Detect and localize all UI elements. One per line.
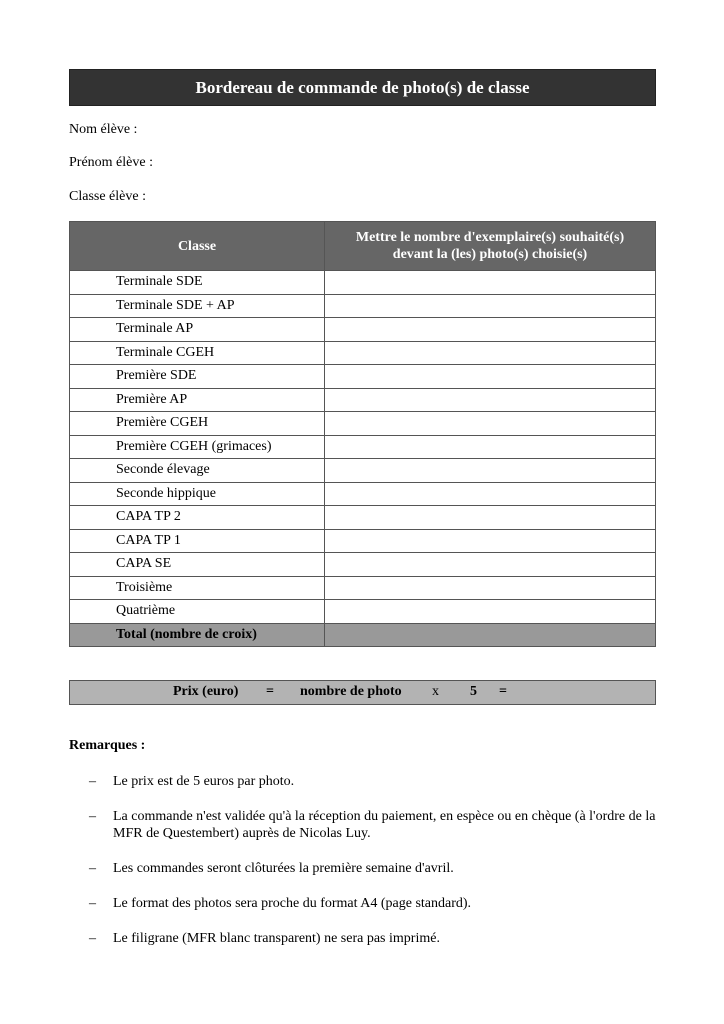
class-name-cell: CAPA TP 1	[70, 529, 325, 553]
class-name-cell: Première CGEH (grimaces)	[70, 435, 325, 459]
table-row	[70, 294, 656, 318]
nom-field-label: Nom élève :	[69, 122, 138, 137]
table-row	[70, 576, 656, 600]
total-value-cell[interactable]	[325, 623, 656, 647]
prenom-field-label: Prénom élève :	[69, 155, 153, 170]
class-name-cell: Troisième	[70, 576, 325, 600]
header-quantity: Mettre le nombre d'exemplaire(s) souhaité(s) devant la (les) photo(s) choisie(s)	[325, 222, 656, 271]
quantity-cell[interactable]	[325, 600, 656, 624]
quantity-cell[interactable]	[325, 294, 656, 318]
header-classe: Classe	[70, 222, 325, 271]
class-name-cell: Terminale CGEH	[70, 341, 325, 365]
table-row	[70, 529, 656, 553]
remark-item: – Le filigrane (MFR blanc transparent) ne sera pas imprimé.	[89, 931, 440, 946]
class-name-cell: Terminale SDE + AP	[70, 294, 325, 318]
quantity-cell[interactable]	[325, 318, 656, 342]
table-row	[70, 412, 656, 436]
photo-count-label: nombre de photo	[300, 684, 402, 699]
table-row	[70, 271, 656, 295]
class-name-cell: CAPA SE	[70, 553, 325, 577]
total-row	[70, 623, 656, 647]
class-name-cell: Seconde hippique	[70, 482, 325, 506]
table-row	[70, 318, 656, 342]
remarks-title: Remarques :	[69, 738, 146, 753]
remark-item: – Les commandes seront clôturées la première semaine d'avril.	[89, 861, 454, 876]
class-name-cell: Première SDE	[70, 365, 325, 389]
table-row	[70, 506, 656, 530]
price-label: Prix (euro)	[173, 684, 239, 699]
class-name-cell: Quatrième	[70, 600, 325, 624]
table-row	[70, 600, 656, 624]
class-name-cell: Terminale AP	[70, 318, 325, 342]
quantity-cell[interactable]	[325, 459, 656, 483]
price-equals: =	[266, 684, 274, 699]
remark-item: – Le prix est de 5 euros par photo.	[89, 774, 295, 789]
quantity-cell[interactable]	[325, 506, 656, 530]
class-name-cell: Terminale SDE	[70, 271, 325, 295]
order-table	[69, 221, 656, 647]
quantity-cell[interactable]	[325, 412, 656, 436]
class-name-cell: CAPA TP 2	[70, 506, 325, 530]
table-row	[70, 435, 656, 459]
total-label-cell: Total (nombre de croix)	[70, 623, 325, 647]
unit-price: 5	[470, 684, 477, 699]
quantity-cell[interactable]	[325, 553, 656, 577]
quantity-cell[interactable]	[325, 482, 656, 506]
multiply-sign: x	[432, 684, 439, 699]
table-row	[70, 388, 656, 412]
table-row	[70, 459, 656, 483]
remark-item: – Le format des photos sera proche du format A4 (page standard).	[89, 896, 472, 911]
class-name-cell: Première CGEH	[70, 412, 325, 436]
table-row	[70, 341, 656, 365]
quantity-cell[interactable]	[325, 435, 656, 459]
quantity-cell[interactable]	[325, 271, 656, 295]
quantity-cell[interactable]	[325, 576, 656, 600]
remark-item: – La commande n'est validée qu'à la réception du paiement, en espèce ou en chèque (à l'ordre de la MFR de Questembert) auprès de Nicolas Luy.	[89, 809, 656, 841]
table-row	[70, 553, 656, 577]
classe-field-label: Classe élève :	[69, 189, 146, 204]
quantity-cell[interactable]	[325, 365, 656, 389]
quantity-cell[interactable]	[325, 388, 656, 412]
quantity-cell[interactable]	[325, 341, 656, 365]
table-row	[70, 482, 656, 506]
price-formula-bar	[69, 680, 656, 705]
class-name-cell: Première AP	[70, 388, 325, 412]
page-title: Bordereau de commande de photo(s) de classe	[69, 69, 656, 106]
table-row	[70, 365, 656, 389]
result-equals: =	[499, 684, 507, 699]
quantity-cell[interactable]	[325, 529, 656, 553]
class-name-cell: Seconde élevage	[70, 459, 325, 483]
